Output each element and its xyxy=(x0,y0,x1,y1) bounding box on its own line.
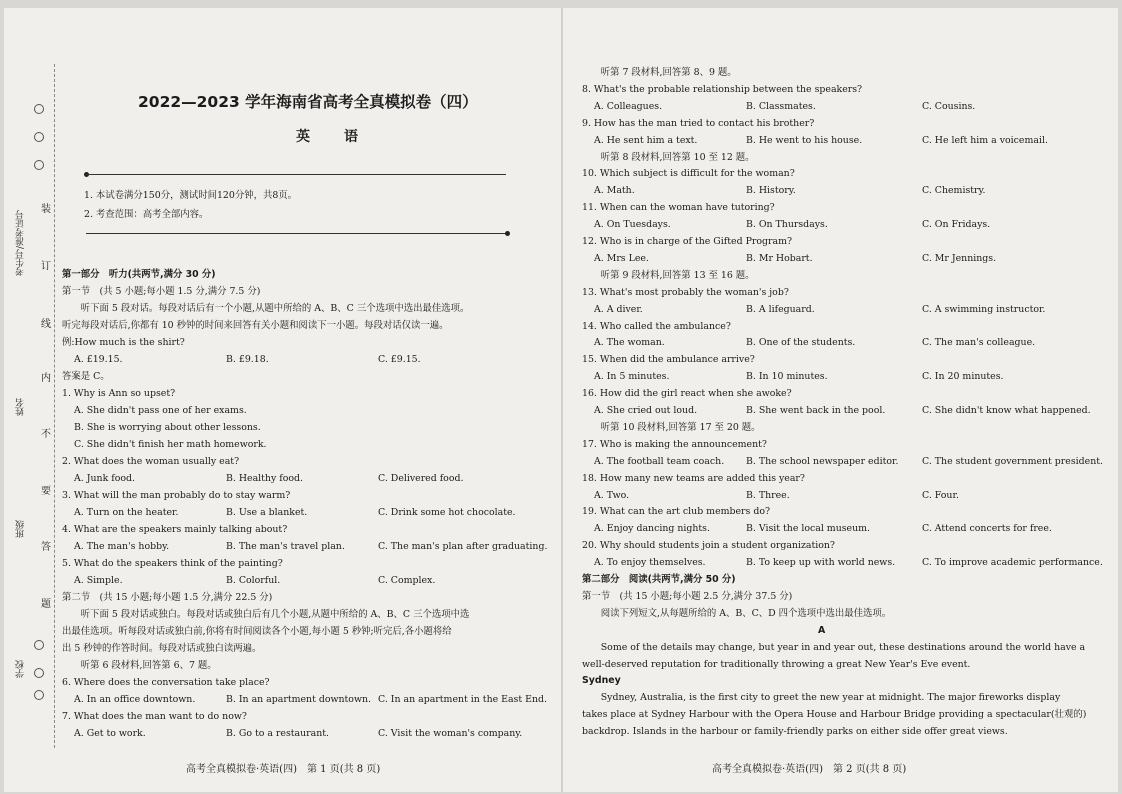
section-heading: Sydney xyxy=(582,675,621,687)
answer-option: C. Four. xyxy=(922,489,959,501)
subject-title: 英 语 xyxy=(296,129,368,145)
answer-option: C. He left him a voicemail. xyxy=(922,134,1048,146)
rule-line xyxy=(86,174,506,175)
answer-option: C. Drink some hot chocolate. xyxy=(378,507,516,518)
binding-char: 答 xyxy=(41,542,51,553)
answer-option: A. Math. xyxy=(594,185,635,197)
answer-option: C. Complex. xyxy=(378,575,436,586)
question-stem: 14. Who called the ambulance? xyxy=(582,320,731,332)
answer-option: A. She cried out loud. xyxy=(594,405,698,416)
answer-option: B. Visit the local museum. xyxy=(746,523,870,535)
binding-hole xyxy=(34,104,44,114)
answer-option: C. Attend concerts for free. xyxy=(922,523,1052,535)
binding-char: 装 xyxy=(41,204,51,215)
text-line: A xyxy=(818,624,826,636)
binding-char: 内 xyxy=(41,373,51,384)
page-fold xyxy=(561,8,563,792)
text-line: 阅读下列短文,从每题所给的 A、B、C、D 四个选项中选出最佳选项。 xyxy=(582,607,892,619)
question-stem: 3. What will the man probably do to stay warm? xyxy=(62,490,291,501)
binding-char: 线 xyxy=(41,319,51,330)
rule-line xyxy=(86,233,506,234)
answer-option: A. Junk food. xyxy=(74,473,135,484)
answer-option: A. £19.15. xyxy=(74,354,123,365)
answer-option: B. In an apartment downtown. xyxy=(226,694,371,705)
binding-field-label: 考生号/准考证号 xyxy=(16,210,26,277)
question-stem: 9. How has the man tried to contact his brother? xyxy=(582,117,815,129)
text-line: 出最佳选项。听每段对话或独白前,你将有时间阅读各个小题,每小题 5 秒钟;听完后,各小题将给 xyxy=(62,626,452,637)
text-line: 第一节 (共 15 小题;每小题 2.5 分,满分 37.5 分) xyxy=(582,590,793,602)
binding-field-label: 姓名 xyxy=(16,398,26,416)
question-stem: 5. What do the speakers think of the painting? xyxy=(62,558,283,569)
binding-hole xyxy=(34,160,44,170)
answer-option: C. Visit the woman's company. xyxy=(378,728,523,739)
answer-option: A. He sent him a text. xyxy=(594,134,698,146)
answer-option: B. The school newspaper editor. xyxy=(746,455,899,467)
answer-option: B. Colorful. xyxy=(226,575,281,586)
question-stem: 15. When did the ambulance arrive? xyxy=(582,354,755,366)
answer-option: A. Simple. xyxy=(74,575,123,586)
text-line: 听完每段对话后,你都有 10 秒钟的时间来回答有关小题和阅读下一小题。每段对话仅读一遍。 xyxy=(62,320,449,331)
question-stem: 7. What does the man want to do now? xyxy=(62,711,247,722)
answer-option: C. The student government president. xyxy=(922,455,1103,467)
answer-option: A. To enjoy themselves. xyxy=(594,557,706,569)
answer-option: C. To improve academic performance. xyxy=(922,557,1103,569)
answer-option: A. In 5 minutes. xyxy=(594,371,670,383)
text-line: 听第 9 段材料,回答第 13 至 16 题。 xyxy=(582,269,755,281)
text-line: 听第 10 段材料,回答第 17 至 20 题。 xyxy=(582,421,761,433)
answer-option: A. In an office downtown. xyxy=(74,694,196,705)
answer-option: B. To keep up with world news. xyxy=(746,557,896,569)
text-line: 第二节 (共 15 小题;每小题 1.5 分,满分 22.5 分) xyxy=(62,592,273,603)
question-stem: 17. Who is making the announcement? xyxy=(582,438,767,450)
question-stem: 12. Who is in charge of the Gifted Program? xyxy=(582,236,792,247)
text-line: takes place at Sydney Harbour with the Opera House and Harbour Bridge providing a spectacular(壮观的) xyxy=(582,709,1087,721)
binding-char: 订 xyxy=(41,261,51,272)
question-stem: 2. What does the woman usually eat? xyxy=(62,456,240,467)
answer-option: B. Use a blanket. xyxy=(226,507,308,518)
question-stem: 6. Where does the conversation take place? xyxy=(62,677,270,688)
text-line: 例:How much is the shirt? xyxy=(62,337,185,348)
exam-title: 2022—2023 学年海南省高考全真模拟卷（四） xyxy=(138,93,478,111)
answer-option: A. Mrs Lee. xyxy=(594,252,649,264)
binding-char: 要 xyxy=(41,486,51,497)
question-stem: 19. What can the art club members do? xyxy=(582,506,770,518)
question-stem: 20. Why should students join a student organization? xyxy=(582,540,835,552)
answer-option: C. On Fridays. xyxy=(922,219,991,231)
answer-option: C. £9.15. xyxy=(378,354,421,365)
text-line: Some of the details may change, but year in and year out, these destinations around the world have a xyxy=(582,641,1086,653)
text-line: 听第 7 段材料,回答第 8、9 题。 xyxy=(582,67,737,78)
text-line: A. She didn't pass one of her exams. xyxy=(74,405,247,416)
text-line: B. She is worrying about other lessons. xyxy=(74,422,261,433)
left-page-footer: 高考全真模拟卷·英语(四) 第 1 页(共 8 页) xyxy=(186,764,381,775)
question-stem: 18. How many new teams are added this year? xyxy=(582,472,805,484)
text-line: 听下面 5 段对话。每段对话后有一个小题,从题中所给的 A、B、C 三个选项中选出最佳选项。 xyxy=(62,303,470,314)
answer-option: A. The woman. xyxy=(594,337,665,349)
answer-option: C. Delivered food. xyxy=(378,473,464,484)
text-line: 出 5 秒钟的作答时间。每段对话或独白读两遍。 xyxy=(62,643,262,654)
answer-option: B. On Thursdays. xyxy=(746,219,828,231)
section-heading: 第一部分 听力(共两节,满分 30 分) xyxy=(62,269,216,280)
answer-option: C. In an apartment in the East End. xyxy=(378,694,547,705)
answer-option: B. Classmates. xyxy=(746,100,816,112)
answer-option: B. Healthy food. xyxy=(226,473,303,484)
answer-option: A. Two. xyxy=(594,489,630,501)
answer-option: B. The man's travel plan. xyxy=(226,541,345,552)
answer-option: A. The man's hobby. xyxy=(74,541,170,552)
binding-field-label: 班级 xyxy=(16,520,26,538)
binding-field-label: 学校 xyxy=(16,660,26,678)
answer-option: C. Cousins. xyxy=(922,100,976,112)
answer-option: A. The football team coach. xyxy=(594,455,725,467)
answer-option: C. A swimming instructor. xyxy=(922,303,1046,315)
question-stem: 11. When can the woman have tutoring? xyxy=(582,202,775,214)
question-stem: 13. What's most probably the woman's job? xyxy=(582,286,789,298)
text-line: 答案是 C。 xyxy=(62,371,110,382)
binding-hole xyxy=(34,640,44,650)
text-line: 听第 6 段材料,回答第 6、7 题。 xyxy=(62,660,217,671)
answer-option: B. £9.18. xyxy=(226,354,269,365)
answer-option: B. She went back in the pool. xyxy=(746,405,886,416)
answer-option: B. A lifeguard. xyxy=(746,303,815,315)
text-line: 第一节 (共 5 小题;每小题 1.5 分,满分 7.5 分) xyxy=(62,286,261,297)
binding-hole xyxy=(34,132,44,142)
note-line: 1. 本试卷满分150分，测试时间120分钟，共8页。 xyxy=(84,190,298,201)
question-stem: 16. How did the girl react when she awoke? xyxy=(582,388,792,400)
answer-option: B. Mr Hobart. xyxy=(746,252,813,264)
answer-option: C. The man's colleague. xyxy=(922,337,1036,349)
rule-dot xyxy=(505,231,510,236)
answer-option: B. History. xyxy=(746,185,796,197)
answer-option: B. He went to his house. xyxy=(746,134,863,146)
answer-option: B. Go to a restaurant. xyxy=(226,728,330,739)
answer-option: C. The man's plan after graduating. xyxy=(378,541,548,552)
binding-hole xyxy=(34,668,44,678)
answer-option: C. Chemistry. xyxy=(922,185,986,197)
binding-char: 不 xyxy=(41,429,51,440)
answer-option: C. In 20 minutes. xyxy=(922,371,1004,383)
note-line: 2. 考查范围：高考全部内容。 xyxy=(84,209,209,220)
answer-option: A. On Tuesdays. xyxy=(594,219,671,231)
question-stem: 10. Which subject is difficult for the woman? xyxy=(582,168,795,180)
text-line: well-deserved reputation for traditionally throwing a great New Year's Eve event. xyxy=(582,658,971,670)
text-line: 听下面 5 段对话或独白。每段对话或独白后有几个小题,从题中所给的 A、B、C 三个选项中选 xyxy=(62,609,470,620)
text-line: backdrop. Islands in the harbour or family-friendly parks on either side offer great views. xyxy=(582,726,1008,738)
text-line: 听第 8 段材料,回答第 10 至 12 题。 xyxy=(582,151,755,163)
text-line: Sydney, Australia, is the first city to greet the new year at midnight. The major fireworks display xyxy=(582,692,1061,704)
answer-option: B. One of the students. xyxy=(746,337,856,349)
right-page-footer: 高考全真模拟卷·英语(四) 第 2 页(共 8 页) xyxy=(712,764,907,775)
answer-option: A. Get to work. xyxy=(74,728,146,739)
text-line: C. She didn't finish her math homework. xyxy=(74,439,267,450)
answer-option: C. Mr Jennings. xyxy=(922,252,997,264)
binding-hole xyxy=(34,690,44,700)
question-stem: 1. Why is Ann so upset? xyxy=(62,388,176,399)
question-stem: 8. What's the probable relationship between the speakers? xyxy=(582,83,863,95)
answer-option: A. Enjoy dancing nights. xyxy=(594,523,710,535)
answer-option: A. Colleagues. xyxy=(594,100,663,112)
answer-option: B. In 10 minutes. xyxy=(746,371,828,383)
section-heading: 第二部分 阅读(共两节,满分 50 分) xyxy=(582,574,736,585)
binding-cut-line xyxy=(54,64,56,748)
question-stem: 4. What are the speakers mainly talking about? xyxy=(62,524,288,535)
answer-option: C. She didn't know what happened. xyxy=(922,405,1091,416)
answer-option: A. A diver. xyxy=(594,303,643,315)
answer-option: A. Turn on the heater. xyxy=(74,507,179,518)
binding-char: 题 xyxy=(41,599,51,610)
answer-option: B. Three. xyxy=(746,489,790,501)
